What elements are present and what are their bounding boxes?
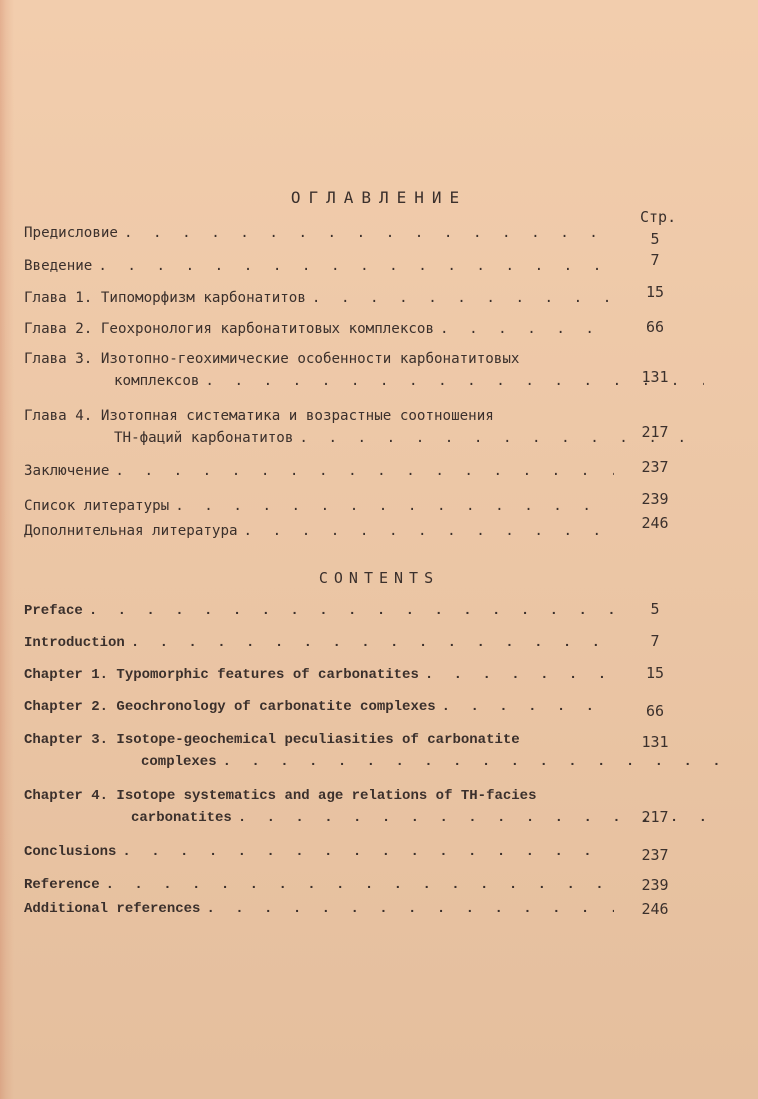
toc-label-continued: complexes [141,754,217,770]
toc-page-number: 15 [645,283,665,301]
toc-entry-chapter-1-en [24,664,614,686]
toc-entry-chapter-3-ru [24,348,614,392]
leader-dots [442,696,614,718]
toc-label: Additional references [24,901,201,917]
toc-label: Chapter 4. Isotope systematics and age relations of TH-facies [24,788,537,804]
toc-page-number: 7 [650,251,660,269]
toc-entry-reference-en [24,874,614,896]
toc-entry-conclusions-en [24,841,614,863]
toc-label: Заключение [24,463,110,479]
toc-entry-introduction-ru [24,255,614,277]
toc-label: Глава 4. Изотопная систематика и возрастные соотношения [24,408,494,424]
toc-label: Глава 1. Типоморфизм карбонатитов [24,290,306,306]
toc-label: Список литературы [24,498,170,514]
toc-entry-chapter-1-ru [24,287,614,309]
toc-label: Дополнительная литература [24,523,238,539]
toc-entry-conclusion-ru [24,460,614,482]
toc-entry-chapter-4-en [24,785,614,829]
leader-dots [122,841,614,863]
toc-page-number: 5 [650,600,660,618]
toc-page-number: 239 [641,876,669,894]
toc-page-number: 239 [641,490,669,508]
leader-dots [131,632,614,654]
leader-dots [115,460,614,482]
toc-page-number: 237 [641,846,669,864]
leader-dots [440,318,614,340]
toc-label: Chapter 2. Geochronology of carbonatite complexes [24,699,436,715]
english-title: CONTENTS [318,569,440,587]
toc-label: Глава 3. Изотопно-геохимические особенности карбонатитовых [24,351,520,367]
toc-entry-introduction-en [24,632,614,654]
toc-page-number: 66 [645,702,665,720]
bleed-through-texture [140,935,700,990]
toc-entry-chapter-3-en [24,729,614,773]
toc-page-number: 246 [641,514,669,532]
toc-entry-additional-ru [24,520,614,542]
toc-label: Глава 2. Геохронология карбонатитовых комплексов [24,321,434,337]
toc-entry-additional-en [24,898,614,920]
leader-dots [98,255,614,277]
toc-label-continued: ТН-фаций карбонатитов [114,430,294,446]
leader-dots [223,751,731,773]
toc-entry-chapter-2-ru [24,318,614,340]
leader-dots [206,898,614,920]
toc-label: Предисловие [24,225,118,241]
leader-dots [124,222,614,244]
toc-page-number: 131 [641,733,669,751]
toc-entry-chapter-2-en [24,696,614,718]
toc-entry-chapter-4-ru [24,405,614,449]
toc-page-number: 7 [650,632,660,650]
toc-page-number: 66 [645,318,665,336]
toc-page-number: 217 [641,423,669,441]
toc-label: Introduction [24,635,125,651]
leader-dots [312,287,614,309]
leader-dots [425,664,614,686]
toc-label-continued: carbonatites [131,810,232,826]
toc-entry-preface-en [24,600,614,622]
toc-page-number: 237 [641,458,669,476]
toc-label: Chapter 3. Isotope-geochemical peculiasities of carbonatite [24,732,520,748]
toc-page-number: 5 [650,230,660,248]
toc-page-number: 217 [641,808,669,826]
toc-label: Conclusions [24,844,117,860]
leader-dots [106,874,614,896]
toc-entry-preface-ru [24,222,614,244]
toc-label: Chapter 1. Typomorphic features of carbonatites [24,667,419,683]
toc-label: Preface [24,603,83,619]
leader-dots [244,520,614,542]
leader-dots [175,495,614,517]
toc-page-number: 15 [645,664,665,682]
toc-page-number: 246 [641,900,669,918]
toc-label: Reference [24,877,100,893]
toc-page-number: 131 [641,368,669,386]
leader-dots [89,600,614,622]
page-column-header: Стр. [640,208,677,226]
toc-entry-references-ru [24,495,614,517]
russian-title: ОГЛАВЛЕНИЕ [290,188,468,207]
toc-label: Введение [24,258,93,274]
toc-label-continued: комплексов [114,373,200,389]
